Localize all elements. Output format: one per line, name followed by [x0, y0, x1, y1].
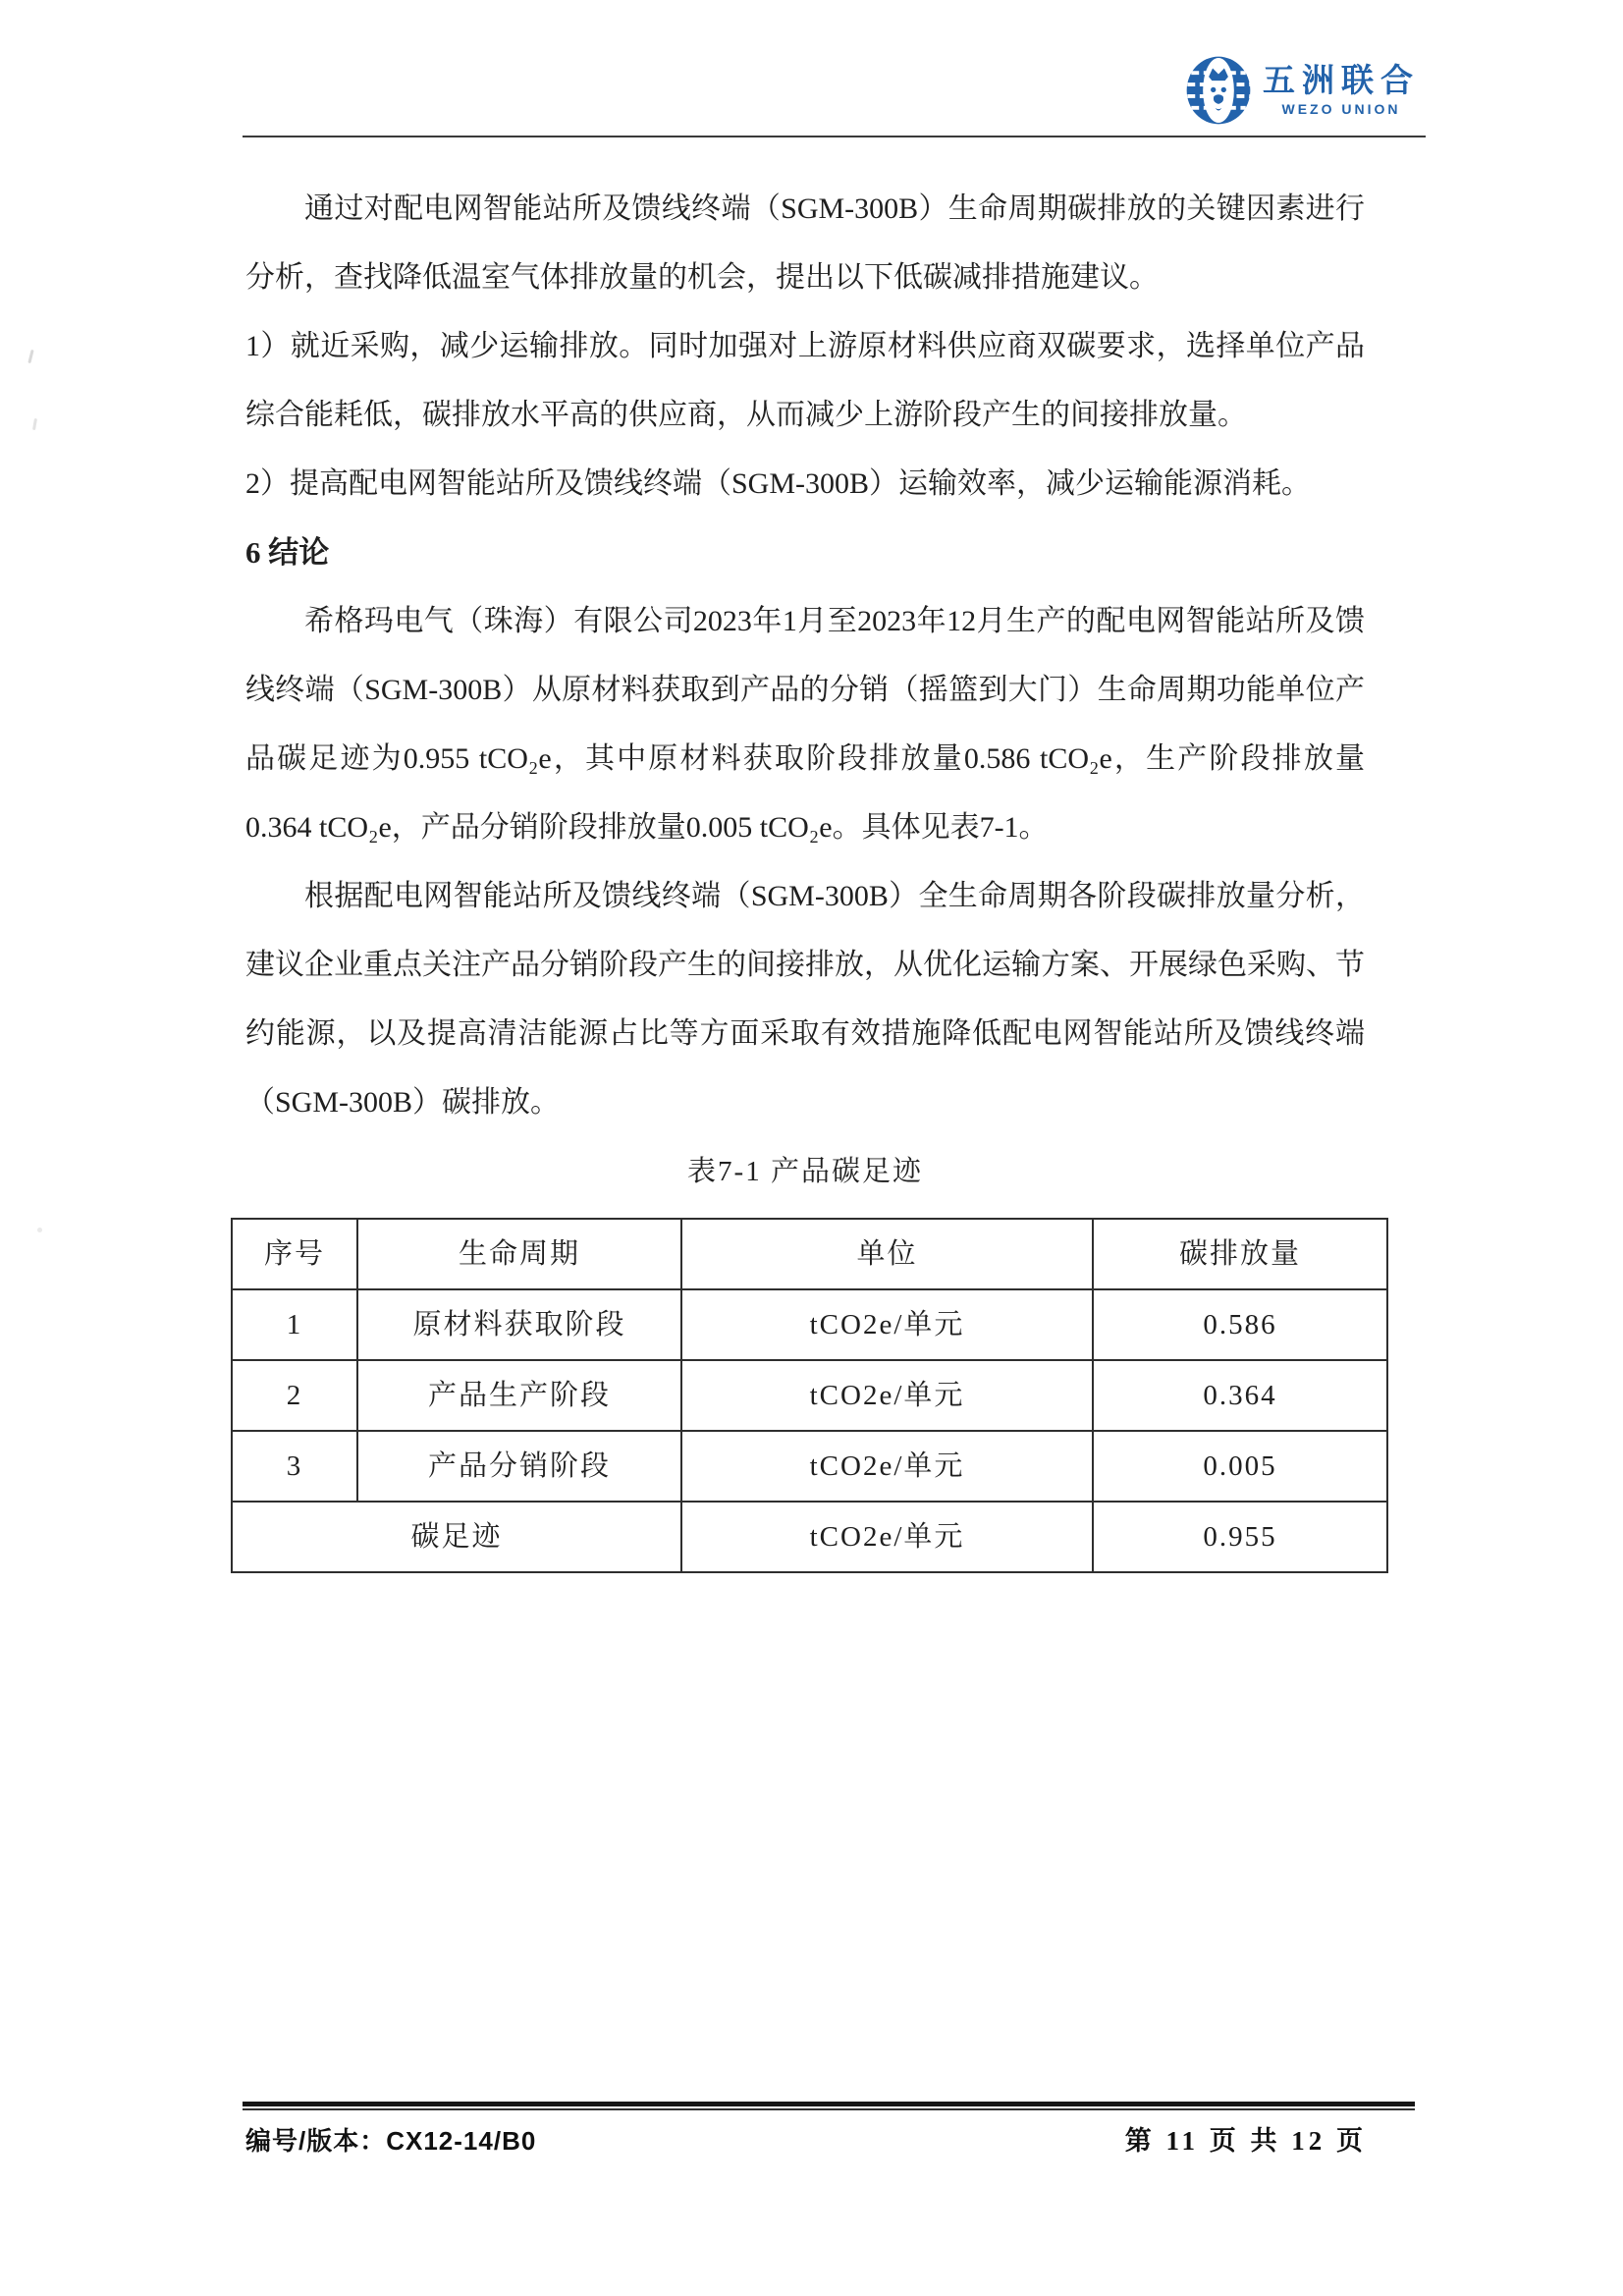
- page-number: 第 11 页 共 12 页: [1124, 2126, 1367, 2156]
- cell-unit: tCO2e/单元: [681, 1360, 1093, 1431]
- cell-emission: 0.005: [1093, 1431, 1387, 1502]
- header-divider: [243, 136, 1426, 137]
- col-header-emission: 碳排放量: [1093, 1219, 1387, 1289]
- scan-artifact: [32, 418, 37, 430]
- cell-total-label: 碳足迹: [232, 1502, 681, 1572]
- cell-total-value: 0.955: [1093, 1502, 1387, 1572]
- section-heading-conclusion: 6 结论: [245, 535, 330, 570]
- cell-index: 2: [232, 1360, 357, 1431]
- company-logo: [1186, 55, 1420, 126]
- conclusion-paragraph-2: 根据配电网智能站所及馈线终端（SGM-300B）全生命周期各阶段碳排放量分析，建议企业重点关注产品分销阶段产生的间接排放，从优化运输方案、开展绿色采购、节约能源，以及提高清洁能源占比等方面采取有效措施降低配电网智能站所及馈线终端（SGM-300B）碳排放。: [245, 880, 1365, 1119]
- table-row: [232, 1289, 1387, 1360]
- cell-lifecycle: 产品生产阶段: [357, 1360, 681, 1431]
- table-row: [232, 1431, 1387, 1502]
- conclusion-paragraph-1: 希格玛电气（珠海）有限公司2023年1月至2023年12月生产的配电网智能站所及馈线终端（SGM-300B）从原材料获取到产品的分销（摇篮到大门）生命周期功能单位产品碳足迹为0.955 tCO₂e，其中原材料获取阶段排放量0.586 tCO₂e，生产阶段排放量0.364 tCO₂e，产品分销阶段排放量0.005 tCO₂e。具体见表7-1。: [245, 605, 1365, 844]
- cell-index: 3: [232, 1431, 357, 1502]
- cell-lifecycle: 原材料获取阶段: [357, 1289, 681, 1360]
- cell-emission: 0.364: [1093, 1360, 1387, 1431]
- table-caption: 表7-1 产品碳足迹: [687, 1156, 923, 1187]
- cell-unit: tCO2e/单元: [681, 1289, 1093, 1360]
- cell-index: 1: [232, 1289, 357, 1360]
- doc-number: 编号/版本：CX12-14/B0: [245, 2126, 537, 2156]
- logo-title-cn: 五洲联合: [1263, 62, 1420, 99]
- cell-lifecycle: 产品分销阶段: [357, 1431, 681, 1502]
- scan-artifact: [27, 350, 33, 363]
- table-row: [232, 1360, 1387, 1431]
- cell-emission: 0.586: [1093, 1289, 1387, 1360]
- document-body: [245, 175, 1365, 1573]
- list-item-1: 1）就近采购，减少运输排放。同时加强对上游原材料供应商双碳要求，选择单位产品综合能耗低，碳排放水平高的供应商，从而减少上游阶段产生的间接排放量。: [245, 330, 1365, 431]
- col-header-index: 序号: [232, 1219, 357, 1289]
- product-carbon-footprint-table: [231, 1218, 1388, 1573]
- scan-artifact: [37, 1228, 42, 1232]
- cell-total-unit: tCO2e/单元: [681, 1502, 1093, 1572]
- footer-divider: [243, 2102, 1415, 2110]
- logo-title-en: WEZO UNION: [1281, 100, 1401, 117]
- globe-lion-icon: [1186, 55, 1251, 126]
- list-item-2: 2）提高配电网智能站所及馈线终端（SGM-300B）运输效率，减少运输能源消耗。: [245, 467, 1312, 500]
- table-total-row: [232, 1502, 1387, 1572]
- col-header-lifecycle: 生命周期: [357, 1219, 681, 1289]
- cell-unit: tCO2e/单元: [681, 1431, 1093, 1502]
- intro-paragraph: 通过对配电网智能站所及馈线终端（SGM-300B）生命周期碳排放的关键因素进行分析，查找降低温室气体排放量的机会，提出以下低碳减排措施建议。: [245, 192, 1365, 294]
- col-header-unit: 单位: [681, 1219, 1093, 1289]
- page-footer: [245, 2119, 1367, 2158]
- table-header-row: [232, 1219, 1387, 1289]
